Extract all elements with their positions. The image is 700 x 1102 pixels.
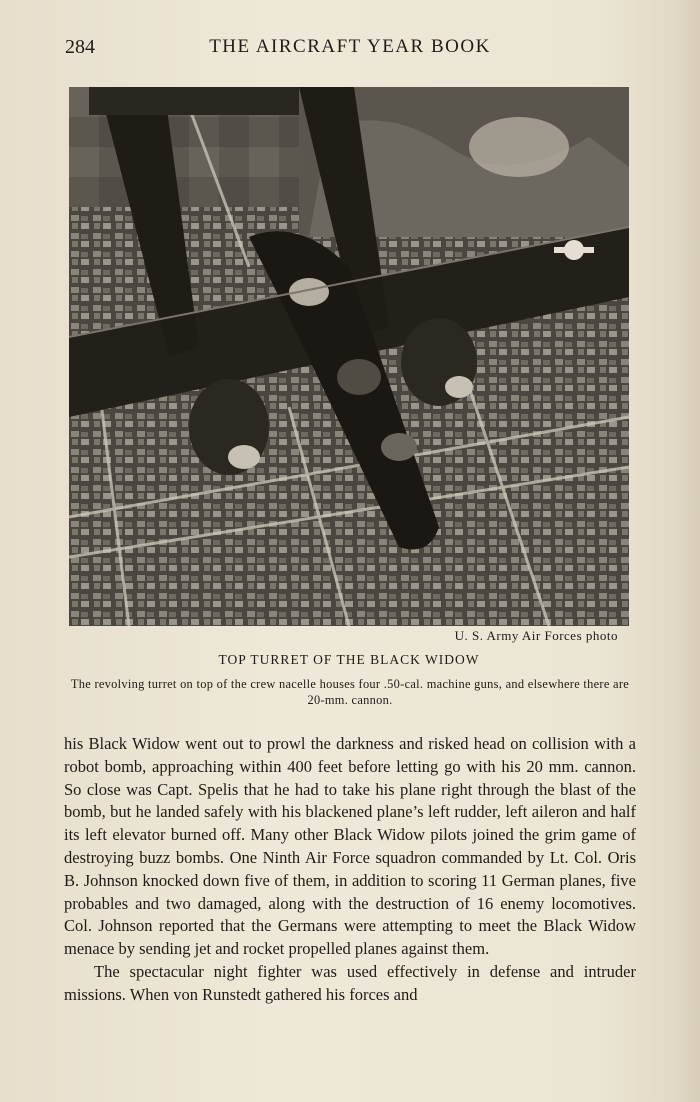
body-paragraph: his Black Widow went out to prowl the darkness and risked head on collision with a robot bomb, approaching within 400 feet before letting go with his 20 mm. cannon. So close was Capt. Spelis that he had to take his plane right through the blast of the bomb, but he landed safely with his blackened plane’s left rudder, left aileron and half its left elevator burned off. Many other Black Widow pilots joined the grim game of destroying buzz bombs. One Ninth Air Force squadron commanded by Lt. Col. Oris B. Johnson knocked down five of them, in addition to scoring 11 German planes, five probables and two damaged, along with the destruction of 16 enemy locomotives. Col. Johnson reported that the Germans were attempting to meet the Black Widow menace by sending jet and rocket propelled planes against them. bbox=[64, 734, 636, 959]
caption-title: TOP TURRET OF THE BLACK WIDOW bbox=[218, 652, 480, 667]
body-text bbox=[64, 733, 636, 1007]
running-head: THE AIRCRAFT YEAR BOOK bbox=[209, 36, 491, 57]
page-number: 284 bbox=[65, 36, 95, 58]
body-paragraph: The spectacular night fighter was used effectively in defense and intruder missions. When von Runstedt gathered his forces and bbox=[64, 961, 636, 1004]
caption-text: The revolving turret on top of the crew nacelle houses four .50-cal. machine guns, and elsewhere there are 20-mm. cannon. bbox=[70, 677, 630, 707]
photo-credit: U. S. Army Air Forces photo bbox=[454, 628, 618, 643]
aerial-photo-black-widow bbox=[69, 87, 629, 626]
